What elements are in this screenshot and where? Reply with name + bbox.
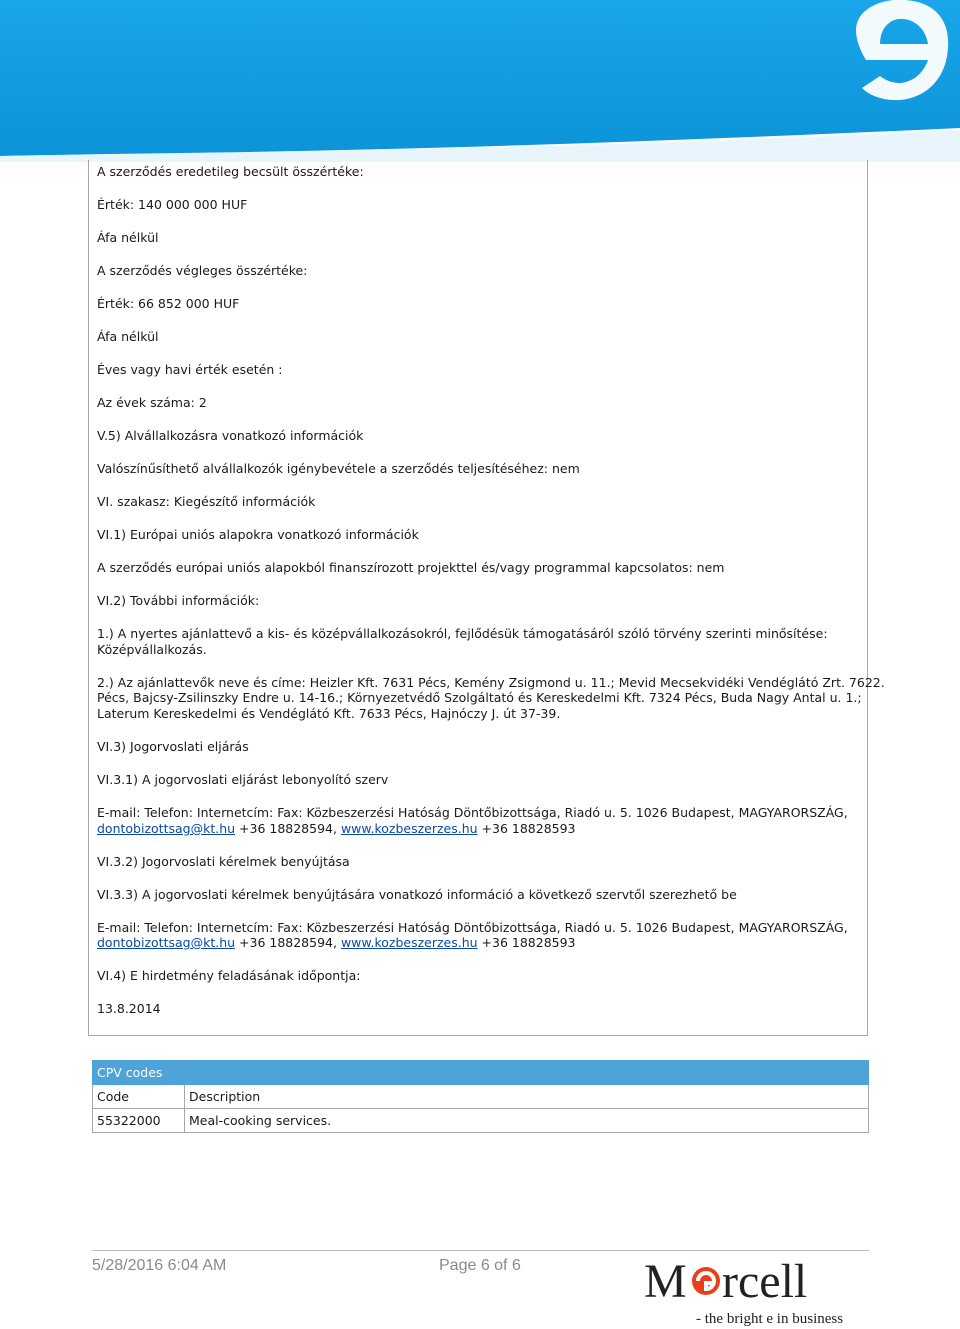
text-line: Valószínűsíthető alvállalkozók igénybevétele a szerződés teljesítéséhez: nem bbox=[97, 461, 580, 476]
text-line: A szerződés európai uniós alapokból finanszírozott projekttel és/vagy programmal kapcsolatos: nem bbox=[97, 560, 725, 575]
cpv-code-cell: 55322000 bbox=[93, 1109, 185, 1133]
email-link[interactable]: dontobizottsag@kt.hu bbox=[97, 821, 236, 836]
col-header-description: Description bbox=[185, 1085, 869, 1109]
text-line: Pécs, Bajcsy-Zsilinszky Endre u. 14-16.; Környezetvédő Szolgáltató és Kereskedelmi Kft. 7324 Pécs, Buda Nagy Antal u. 1.; bbox=[97, 690, 862, 705]
contact-line bbox=[97, 821, 576, 837]
marcell-logo bbox=[640, 1253, 870, 1329]
text-line: A szerződés végleges összértéke: bbox=[97, 263, 308, 278]
logo-tagline: - the bright e in business bbox=[696, 1311, 844, 1327]
footer-timestamp: 5/28/2016 6:04 AM bbox=[92, 1257, 227, 1274]
footer-divider bbox=[92, 1250, 869, 1251]
table-header-row bbox=[93, 1085, 869, 1109]
header-banner bbox=[0, 0, 960, 162]
section-heading: VI.3.2) Jogorvoslati kérelmek benyújtása bbox=[97, 854, 350, 869]
cpv-title-row bbox=[93, 1061, 869, 1085]
website-link[interactable]: www.kozbeszerzes.hu bbox=[340, 935, 478, 950]
text-line: Áfa nélkül bbox=[97, 230, 159, 245]
text-line: A szerződés eredetileg becsült összértéke: bbox=[97, 164, 364, 179]
cpv-table bbox=[92, 1060, 869, 1133]
svg-text:M: M bbox=[644, 1255, 687, 1308]
text-line: Éves vagy havi érték esetén : bbox=[97, 362, 283, 377]
fax-text: +36 18828593 bbox=[477, 935, 576, 950]
text-line: 1.) A nyertes ajánlattevő a kis- és középvállalkozásokról, fejlődésük támogatásáról szóló törvény szerinti minősítése: bbox=[97, 626, 828, 641]
section-heading: VI.2) További információk: bbox=[97, 593, 260, 608]
phone-text: +36 18828594, bbox=[235, 821, 341, 836]
table-row bbox=[93, 1109, 869, 1133]
text-line: Áfa nélkül bbox=[97, 329, 159, 344]
text-line: Az évek száma: 2 bbox=[97, 395, 207, 410]
text-line: Középvállalkozás. bbox=[97, 642, 207, 657]
section-heading: VI.3.1) A jogorvoslati eljárást lebonyolító szerv bbox=[97, 772, 389, 787]
section-heading: VI.3) Jogorvoslati eljárás bbox=[97, 739, 249, 754]
cpv-title: CPV codes bbox=[93, 1061, 869, 1085]
email-link[interactable]: dontobizottsag@kt.hu bbox=[97, 935, 236, 950]
text-line: Érték: 140 000 000 HUF bbox=[97, 197, 248, 212]
section-heading: VI.3.3) A jogorvoslati kérelmek benyújtására vonatkozó információ a következő szervtől szerezhető be bbox=[97, 887, 737, 902]
fax-text: +36 18828593 bbox=[477, 821, 576, 836]
svg-text:rcell: rcell bbox=[722, 1255, 808, 1308]
phone-text: +36 18828594, bbox=[235, 935, 341, 950]
col-header-code: Code bbox=[93, 1085, 185, 1109]
text-line: E-mail: Telefon: Internetcím: Fax: Közbeszerzési Hatóság Döntőbizottsága, Riadó u. 5. 1026 Budapest, MAGYARORSZÁG, bbox=[97, 920, 848, 935]
contact-line bbox=[97, 935, 576, 951]
footer-page-number: Page 6 of 6 bbox=[439, 1257, 521, 1274]
cpv-description-cell: Meal-cooking services. bbox=[185, 1109, 869, 1133]
website-link[interactable]: www.kozbeszerzes.hu bbox=[340, 821, 478, 836]
section-heading: V.5) Alvállalkozásra vonatkozó információk bbox=[97, 428, 364, 443]
text-line: 2.) Az ajánlattevők neve és címe: Heizler Kft. 7631 Pécs, Kemény Zsigmond u. 11.; Mevid Mecsekvidéki Vendéglátó Zrt. 7622. bbox=[97, 675, 885, 690]
section-heading: VI.1) Európai uniós alapokra vonatkozó információk bbox=[97, 527, 419, 542]
date-text: 13.8.2014 bbox=[97, 1001, 161, 1016]
text-line: Laterum Kereskedelmi és Vendéglátó Kft. 7633 Pécs, Hajnóczy J. út 37-39. bbox=[97, 706, 561, 721]
section-heading: VI. szakasz: Kiegészítő információk bbox=[97, 494, 316, 509]
text-line: Érték: 66 852 000 HUF bbox=[97, 296, 240, 311]
section-heading: VI.4) E hirdetmény feladásának időpontja: bbox=[97, 968, 361, 983]
text-line: E-mail: Telefon: Internetcím: Fax: Közbeszerzési Hatóság Döntőbizottsága, Riadó u. 5. 1026 Budapest, MAGYARORSZÁG, bbox=[97, 805, 848, 820]
